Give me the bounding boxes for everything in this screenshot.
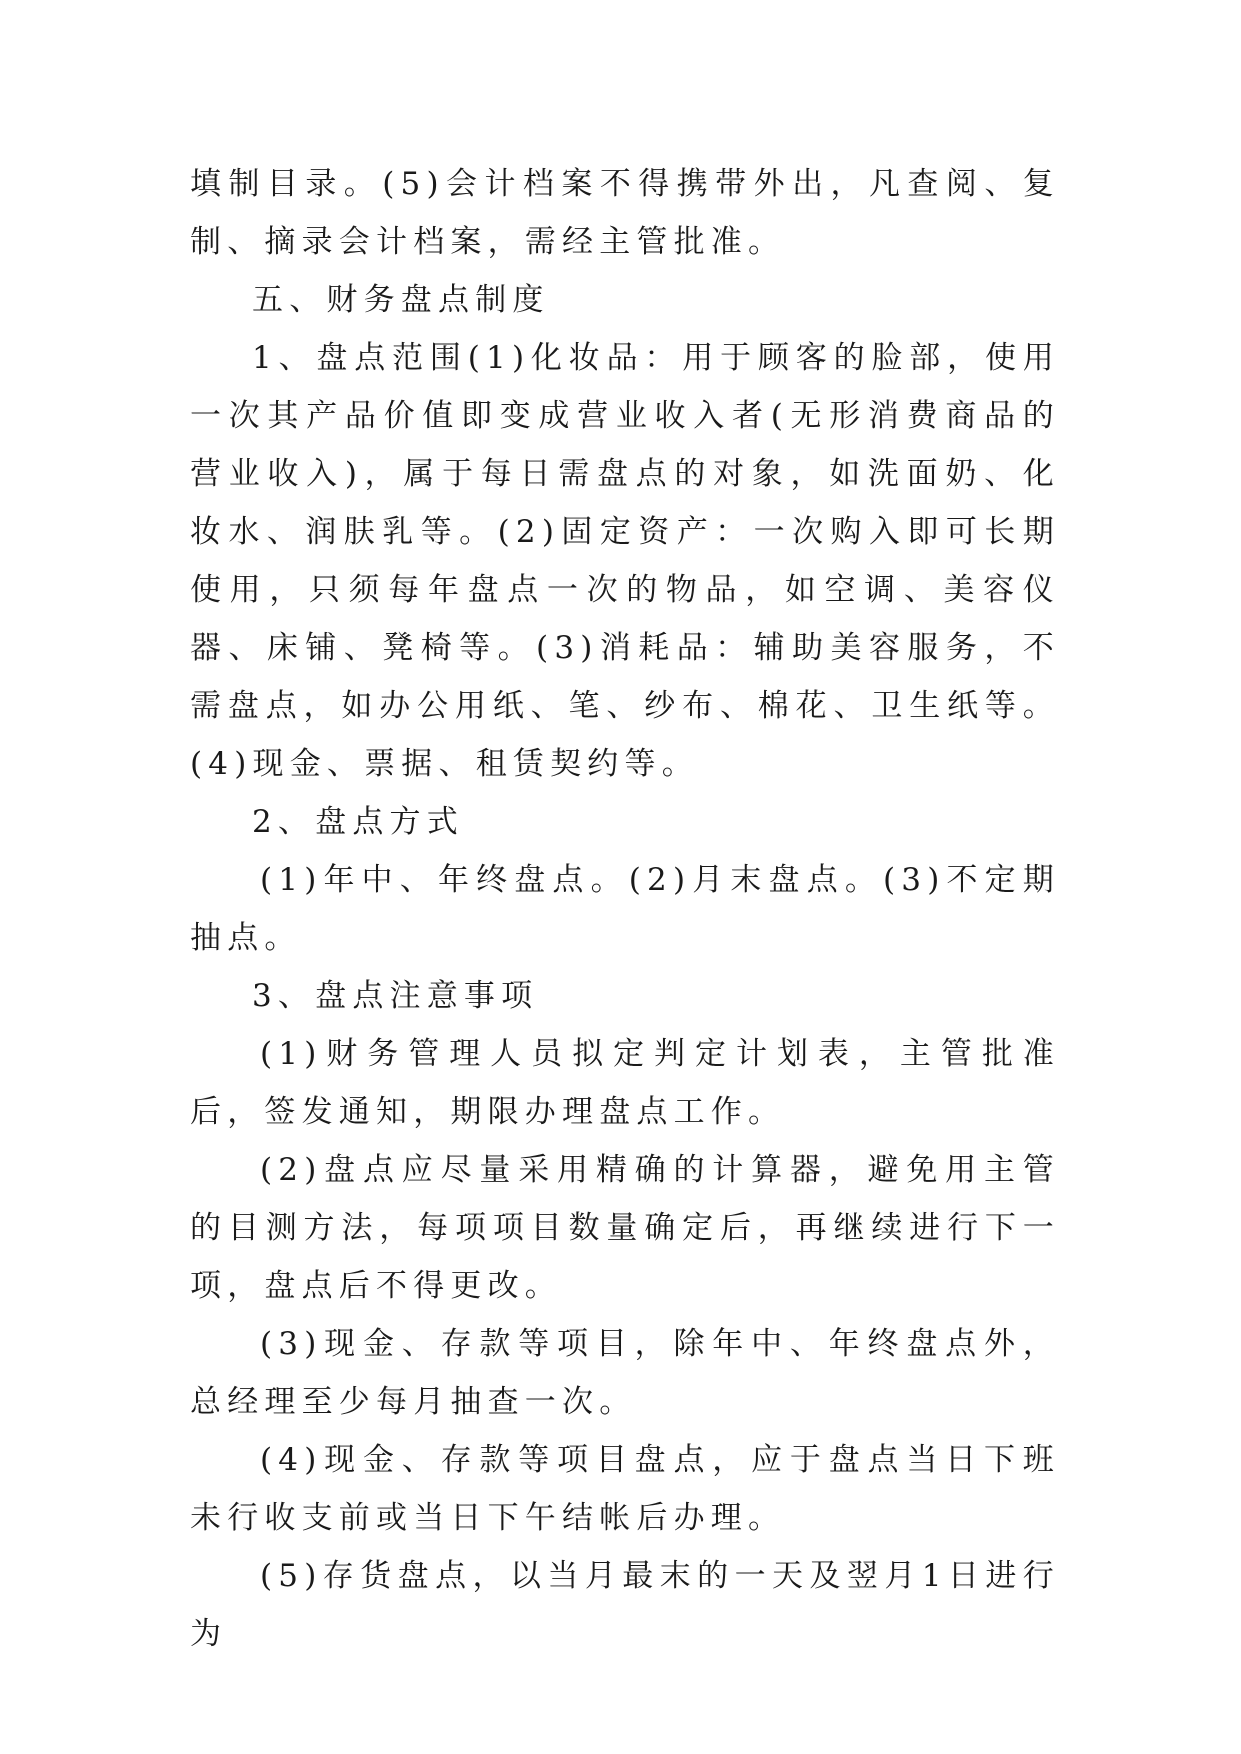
- paragraph-note-5: (5)存货盘点，以当月最末的一天及翌月1日进行为: [190, 1558, 1060, 1652]
- subheading-inventory-method: 2、盘点方式: [252, 804, 464, 840]
- paragraph-note-2: (2)盘点应尽量采用精确的计算器，避免用主管的目测方法，每项项目数量确定后，再继续进行下一项，盘点后不得更改。: [190, 1152, 1060, 1304]
- subheading-inventory-notes: 3、盘点注意事项: [252, 978, 539, 1014]
- section-heading-inventory-system: 五、财务盘点制度: [252, 282, 550, 318]
- paragraph-note-3: (3)现金、存款等项目，除年中、年终盘点外，总经理至少每月抽查一次。: [190, 1326, 1060, 1420]
- paragraph-inventory-method: (1)年中、年终盘点。(2)月末盘点。(3)不定期抽点。: [190, 862, 1060, 956]
- paragraph-note-4: (4)现金、存款等项目盘点，应于盘点当日下班未行收支前或当日下午结帐后办理。: [190, 1442, 1060, 1536]
- paragraph-inventory-scope: 1、盘点范围(1)化妆品：用于顾客的脸部，使用一次其产品价值即变成营业收入者(无形消费商品的营业收入)，属于每日需盘点的对象，如洗面奶、化妆水、润肤乳等。(2)固定资产：一次购入即可长期使用，只须每年盘点一次的物品，如空调、美容仪器、床铺、凳椅等。(3)消耗品：辅助美容服务，不需盘点，如办公用纸、笔、纱布、棉花、卫生纸等。(4)现金、票据、租赁契约等。: [190, 340, 1060, 782]
- paragraph-archive-rules: 填制目录。(5)会计档案不得携带外出，凡查阅、复制、摘录会计档案，需经主管批准。: [190, 166, 1060, 260]
- paragraph-note-1: (1)财务管理人员拟定判定计划表，主管批准后，签发通知，期限办理盘点工作。: [190, 1036, 1060, 1130]
- document-body: [190, 155, 1060, 1663]
